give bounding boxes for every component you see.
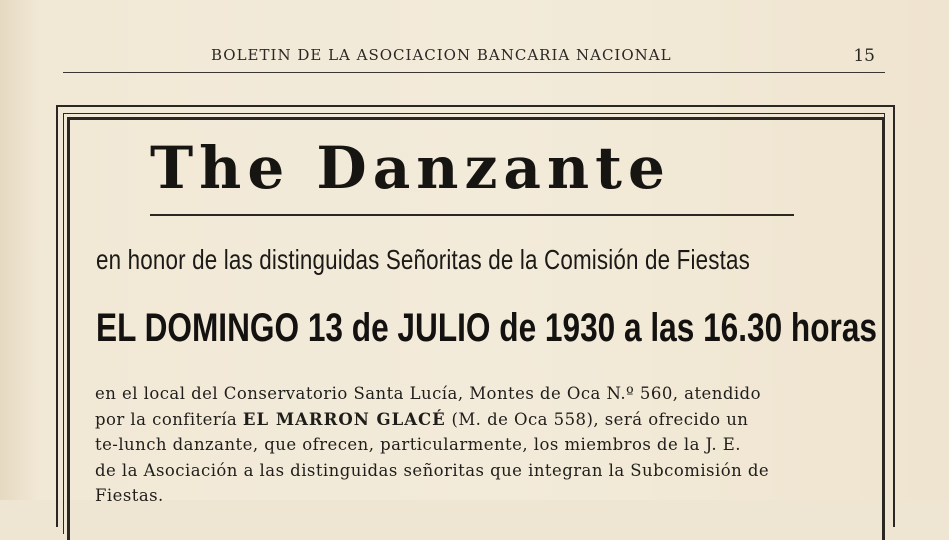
event-datetime: EL DOMINGO 13 de JULIO de 1930 a las 16.30 horas (96, 306, 877, 350)
page-number: 15 (853, 46, 875, 66)
description-text: por la confitería (95, 409, 243, 429)
description-line (95, 407, 855, 433)
venue-name: EL MARRON GLACÉ (242, 409, 446, 429)
description-line: de la Asociación a las distinguidas señoritas que integran la Subcomisión de (95, 460, 770, 480)
description-line: te-lunch danzante, que ofrecen, particularmente, los miembros de la J. E. (95, 435, 741, 454)
header-rule (63, 72, 885, 73)
event-title: The Danzante (150, 134, 671, 202)
publication-title: BOLETIN DE LA ASOCIACION BANCARIA NACIONAL (211, 46, 672, 64)
event-description (95, 381, 855, 509)
event-subtitle: en honor de las distinguidas Señoritas de la Comisión de Fiestas (96, 244, 750, 275)
description-line: en el local del Conservatorio Santa Lucía, Montes de Oca N.º 560, atendido (95, 384, 761, 403)
description-text: (M. de Oca 558), será ofrecido un (445, 409, 749, 429)
running-header (63, 44, 885, 74)
title-rule (150, 214, 794, 216)
description-line: Fiestas. (95, 486, 164, 505)
